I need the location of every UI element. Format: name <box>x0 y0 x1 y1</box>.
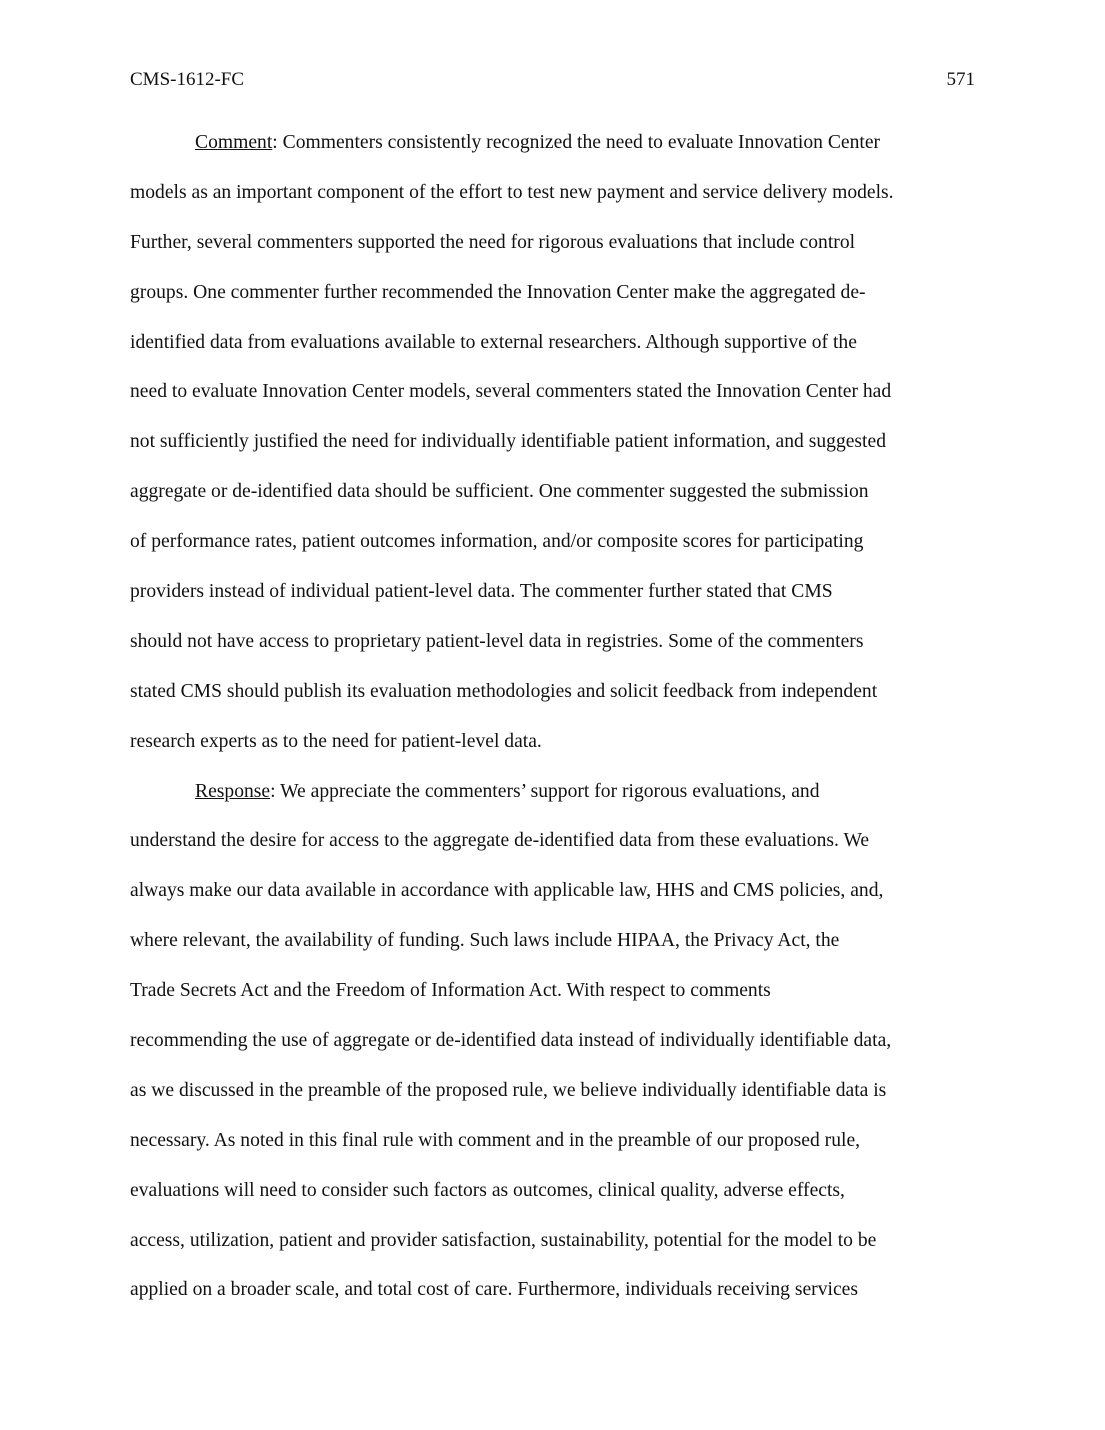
paragraph-line: always make our data available in accordance with applicable law, HHS and CMS policies, and, <box>130 880 884 902</box>
paragraph-line: evaluations will need to consider such factors as outcomes, clinical quality, adverse effects, <box>130 1179 845 1201</box>
paragraph-line: understand the desire for access to the aggregate de-identified data from these evaluations. We <box>130 830 870 852</box>
paragraph-line: Trade Secrets Act and the Freedom of Information Act. With respect to comments <box>130 980 771 1002</box>
paragraph-line: stated CMS should publish its evaluation methodologies and solicit feedback from independent <box>130 680 878 702</box>
paragraph-line: access, utilization, patient and provider satisfaction, sustainability, potential for the model to be <box>130 1229 877 1251</box>
line-text: : Commenters consistently recognized the need to evaluate Innovation Center <box>272 132 881 153</box>
comment-label: Comment <box>195 132 273 153</box>
paragraph-line: should not have access to proprietary patient-level data in registries. Some of the commenters <box>130 630 864 652</box>
paragraph-line: not sufficiently justified the need for individually identifiable patient information, and suggested <box>130 431 886 453</box>
paragraph-line: of performance rates, patient outcomes information, and/or composite scores for participating <box>130 531 864 553</box>
document-id: CMS-1612-FC <box>130 69 245 90</box>
paragraph-line: as we discussed in the preamble of the proposed rule, we believe individually identifiable data is <box>130 1079 887 1101</box>
page-header <box>130 66 975 94</box>
paragraph-line: Further, several commenters supported the need for rigorous evaluations that include control <box>130 231 856 253</box>
paragraph-line: identified data from evaluations available to external researchers. Although supportive of the <box>130 331 857 353</box>
paragraph-line: need to evaluate Innovation Center models, several commenters stated the Innovation Center had <box>130 381 892 403</box>
response-label: Response <box>195 780 271 802</box>
paragraph-line: necessary. As noted in this final rule with comment and in the preamble of our proposed rule, <box>130 1129 861 1151</box>
line-text: : We appreciate the commenters’ support for rigorous evaluations, and <box>270 780 820 802</box>
paragraph-line <box>130 775 975 825</box>
comment-paragraph <box>130 126 975 775</box>
document-body <box>130 126 975 1323</box>
paragraph-line: recommending the use of aggregate or de-identified data instead of individually identifiable data, <box>130 1030 892 1052</box>
paragraph-line: groups. One commenter further recommended the Innovation Center make the aggregated de- <box>130 281 866 303</box>
paragraph-line: providers instead of individual patient-level data. The commenter further stated that CMS <box>130 581 833 603</box>
page-number: 571 <box>946 69 975 90</box>
paragraph-line: research experts as to the need for patient-level data. <box>130 730 542 752</box>
paragraph-line <box>130 126 975 176</box>
paragraph-line: where relevant, the availability of funding. Such laws include HIPAA, the Privacy Act, the <box>130 930 840 952</box>
response-paragraph <box>130 775 975 1324</box>
paragraph-line: aggregate or de-identified data should be sufficient. One commenter suggested the submission <box>130 481 869 503</box>
paragraph-line: models as an important component of the effort to test new payment and service delivery models. <box>130 181 894 203</box>
paragraph-line: applied on a broader scale, and total cost of care. Furthermore, individuals receiving services <box>130 1279 858 1301</box>
